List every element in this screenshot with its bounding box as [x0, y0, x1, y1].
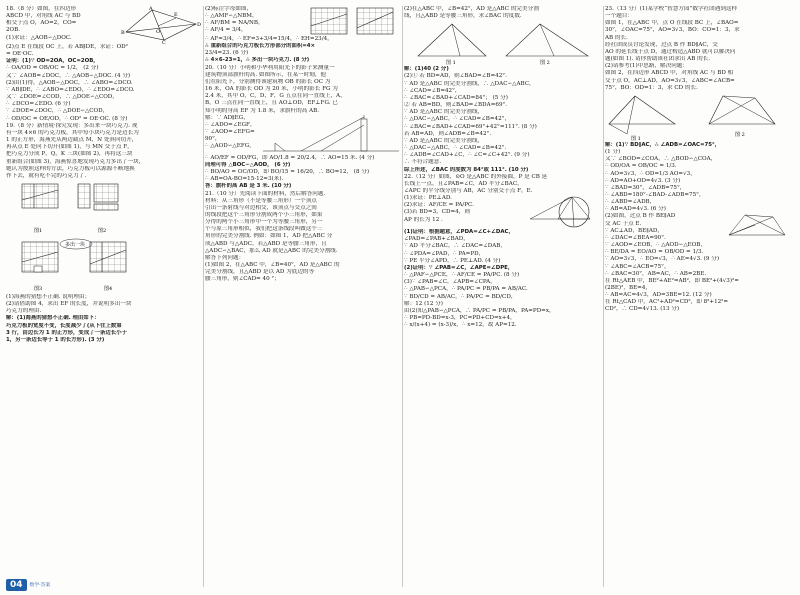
q23-line: 题(如图 1). 请你帮助该社团求出 AB 的长. — [605, 56, 711, 63]
page-brand: 数学·答案 — [29, 582, 51, 588]
q22-line: 长线上一点，且∠PAB=∠C，AD 平分∠BAC， — [404, 180, 523, 187]
q22-solution-line: ∴ PB=PD-BD=x-3，PC=PD+CD=x+4， — [404, 315, 516, 321]
q23-fig1-caption: 图 1 — [631, 135, 641, 142]
q20-line: 20.（10 分）小明和小华利用阳光下的影子来测量一 — [205, 64, 335, 71]
q20-solution-line: ∴ BO/AO = OC/OD，即 BO/15 = 16/20，∴ BO=12， (8 分) — [205, 169, 370, 176]
q23-solution-line: ∵ ∠ABC=∠ACB=75°， — [605, 263, 670, 270]
q23-line: 23.（13 分）(1)某学校“智慧方园”数学社团遇到这样 — [605, 6, 738, 12]
q19-solution-line: 1，另一条边长等于 1 的长方形). (3 分) — [6, 336, 105, 343]
q21-line: 引出一条射线与对边相交，该顶点与交点之间 — [205, 204, 317, 211]
q21-solution-line: 若 AB=AD，则∠ADB=∠B=42°. — [404, 130, 492, 137]
q20-solution-line: ∵ ∠AOD=∠EFG= — [205, 129, 255, 136]
q22-solution-line: ∵ PE 平分∠APD，∴ PE⊥AD. (4 分) — [404, 257, 501, 264]
col2-top-line: ∴ AF=3/4，∴ EF=3+3/4=15/4，∴ EH=23/4， — [205, 36, 333, 42]
q22-solution-line: (2)证明：∵ ∠PAB=∠C，∠APE=∠DPE， — [404, 264, 514, 271]
q22-solution-line: 解：12 (12 分) — [404, 300, 443, 307]
q19-line: 再从点 E 处向下切开(如图 1)，与 MN 交于点 F， — [6, 144, 133, 151]
col2-top-line: ∴ AF/4 = 3/4， — [205, 27, 247, 34]
q19-solution-line: 解：(1)海燕的猜想不正确. 理由如下： — [6, 315, 100, 322]
q22-line: ∠APC 的平分线分别与 AB，AC 分别交于点 F，E. — [404, 187, 533, 194]
q20-line: 们在阳光下，分别测得该建筑物 OB 的影长 OC 为 — [205, 78, 331, 85]
q21-solution-line: ∵ AD 是△ABC 的完美分割线， — [404, 137, 484, 144]
q23-solution-line: 在 Rt△AEB 中，BE²+AE²=AB²，即 BE²+(4√3)²= — [605, 277, 739, 284]
q20-solution-line: ∴ AO/EF = OD/FG，即 AO/1.8 = 20/2.4，∴ AO=15 米. (4 分) — [205, 154, 375, 161]
fig3-caption: 图3 — [34, 285, 43, 292]
col2-top-line: 23/4=23. (6 分) — [205, 50, 249, 57]
q23-solution-line: ∴ ∠BAC=30°，AB=AC，∴ AB=2BE. — [605, 270, 707, 277]
q20-line: 2.4 米，其中 O，C，D，F，G 五点在同一直线上，A， — [205, 93, 346, 100]
q22-line: AP 的长为 12 . — [404, 216, 443, 223]
q22-solution-line: ∴ x/(x+4) = (x-3)/x，∴ x=12，故 AP=12. — [404, 322, 517, 329]
q20-solution-line: ∴ △AOD∽△EFG， — [205, 143, 255, 150]
q21-solution-line: (2)① 若 BD=AD，则∠BAD=∠B=42°. — [404, 73, 507, 80]
q23-solution-line: ∴ AB=AC=4√3，AD=3BE=12. (12 分) — [605, 292, 712, 299]
q22-solution-line: ∴ △PAB∽△PCA，∴ PA/PC = PB/PA = AB/AC. — [404, 286, 528, 293]
q21-continued-line: (2)在△ABC 中，∠B=42°，AD 是△ABC 的完美分割 — [404, 6, 539, 12]
column-3 — [404, 6, 602, 589]
col2-top-line: (2)标注字母如图， — [205, 6, 253, 12]
q21-line: 的线段把这个三角形分割成两个小三角形，如果 — [205, 211, 323, 218]
q21-line: 完美分割线，且△ABD 是以 AD 为底边的等 — [205, 269, 315, 276]
q21-solution-line: 综上所述，∠BAC 的度数为 84°或 111°. (10 分) — [404, 166, 529, 173]
fig1-caption: 图1 — [34, 227, 43, 234]
column-4 — [605, 6, 795, 589]
q20-solution-line: 同理可得 △BOC∽△AOD， (6 分) — [205, 161, 291, 168]
column-divider — [203, 6, 204, 587]
q21-line: 个与原三角形相似，我们把这条线段叫做这个三 — [205, 226, 323, 233]
q22-line: (1)求证：PE⊥AD. — [404, 195, 452, 202]
q18-label-b: B — [121, 30, 125, 36]
q23-solution-line: (1 分) — [605, 149, 621, 156]
q19-line: 把巧克力分成 P，Q，K 三块(如图 2)，再将这三块 — [6, 151, 133, 158]
bubble-text: 多出一块 — [65, 241, 86, 248]
q23-solution-line: 又∵ ∠BOD=∠COA，∴ △BOD∽△COA， — [605, 156, 717, 163]
q23-line: AO 的延长线于点 D，通过构造△ABD 就可以解决问 — [605, 48, 736, 55]
q23-solution-line: ∴ AB=AD=4√3. (6 分) — [605, 206, 666, 213]
q22-solution-line: (1)证明：根据题意，∠PDA=∠C+∠DAC， — [404, 229, 514, 236]
q23-solution-line: ∵ AC⊥AD，BE∥AD， — [605, 227, 663, 234]
q18-label-c: C — [162, 40, 166, 44]
q21-figures — [404, 20, 600, 66]
q18-label-e: E — [174, 12, 178, 18]
q21-continued-line: 线，且△ABD 是等腰三角形，求∠BAC 的度数. — [404, 13, 522, 20]
q23-solution-line: ∴ BE/DA = EO/AO = OB/OD = 1/3. — [605, 249, 704, 256]
q19-grid-figure — [309, 6, 401, 36]
q21-line: (1)如图 2，在△ABC 中，∠B=40°，AD 是△ABC 的 — [205, 262, 340, 269]
q22-solution-line: ∵ BD/CD = AB/AC，∴ PA/PC = BD/CD， — [404, 293, 517, 300]
q21-solution-line: ∴ △DAC∽△ABC，∴ ∠CAD=∠B=42°， — [404, 116, 511, 123]
q20-line: 16 米，OA 的影长 OD 为 20 米，小明的影长 FG 为 — [205, 86, 338, 93]
col2-top-line: ∴ △AMF∽△NBM， — [205, 13, 258, 20]
q20-line: B，O 三点在同一直线上，且 AO⊥OD，EF⊥FG. 已 — [205, 100, 338, 107]
q18-solution-line: 又∵ ∠DOE=∠COD，∴ △DOE∽△COD， — [6, 94, 118, 101]
q21-solution-line: ∴ ∠CAD=∠B=42°， — [404, 87, 461, 94]
q19-ask-line: 巧克力的理由. — [6, 308, 42, 315]
q19-line: 有一块 4×6 的巧克力板，其中每小块巧克力是边长为 — [6, 129, 139, 136]
q23-solution-line: ∴ ∠ABD=∠ADB， — [605, 199, 656, 206]
q22-line: (3)若 BD=3，CD=4，则 — [404, 209, 470, 216]
q23-solution-line: (2)如图，过点 B 作 BE∥AD — [605, 213, 676, 220]
q18-solution-line: 又∵ ∠AOB=∠DOC，∴ △AOB∽△DOC. (4 分) — [6, 72, 131, 79]
column-2 — [205, 6, 401, 589]
q18-solution-line: ∴ OD/OC = OE/OD，∴ OD² = OE·OC. (8 分) — [6, 115, 128, 122]
q18-line: 相交于点 O，AO=2，CO= — [6, 20, 77, 27]
page-number: 04 — [6, 579, 27, 591]
q21-line: 角形的完美分割线. 例如：如图 1，AD 把△ABC 分 — [205, 233, 333, 240]
q22-figure — [528, 195, 602, 229]
q23-solution-line: ∴ ∠DAC=∠BEA=90°. — [605, 234, 666, 241]
page-footer — [6, 579, 50, 591]
q20-line: 知小明的身高 EF 为 1.8 米，求旗杆的高 AB. — [205, 107, 319, 114]
q18-label-o: O — [156, 29, 161, 35]
q19-line: 19.（8 分）新情境·探究发现：多出来一块巧克力. 现 — [6, 122, 138, 129]
q18-line: = OE·OC. — [6, 51, 34, 58]
q23-line: 经社团成员讨论发现，过点 B 作 BD∥AC，交 — [605, 41, 718, 48]
q21-line: 分得的两个小三角形中一个为等腰三角形，另一 — [205, 219, 323, 226]
q21-solution-line: ∵ AD 是△ABC 的完美分割线，∴ △DAC∽△ABC， — [404, 80, 535, 87]
q21-solution-line: ∴ ∠BAC=∠BAD+∠CAD=84°； (5 分) — [404, 94, 508, 101]
q23-solution-line: 在 Rt△CAD 中，AC²+AD²=CD²，即 8²+12²= — [605, 299, 729, 306]
q21-solution-line: ∴ ∠ADB=∠CAD+∠C，∴ ∠C=∠C+42°. (9 分) — [404, 152, 530, 159]
q23-solution-line: ∴ AD=AO+OD=4√3. (3 分) — [605, 177, 681, 184]
col2-top-line: ∴ AF/BM = NA/NB， — [205, 20, 264, 27]
col2-top-line: ∴ 4×6-23=1，∴ 多出一块巧克力. (8 分) — [205, 57, 310, 64]
q18-label-a: A — [149, 6, 153, 12]
q21-solution-line: ∴ △DAC∽△ABC，∴ ∠CAD=∠B=42°. — [404, 145, 507, 152]
q19-line: 重新组合(如图 3)，海燕惊喜地发现巧克力多出了一块， — [6, 158, 145, 165]
q22-solution-line: ∠PAD=∠PAB+∠BAD， — [404, 236, 469, 243]
q20-solution-line: ∴ ∠ADO=∠EGF， — [205, 121, 256, 128]
q18-block — [6, 6, 202, 44]
q19-ask-line: (1)海燕的猜想不正确. 说明理由； — [6, 293, 91, 300]
q18-line: 2OB. — [6, 27, 21, 34]
q20-solution-line: 90°， — [205, 136, 221, 143]
q18-label-d: D — [197, 22, 202, 28]
q23-line: AB 的长. — [605, 34, 628, 41]
q23-solution-line: ∴ OD/OA = OB/OC = 1/3. — [605, 163, 677, 170]
q19-figures — [6, 180, 196, 294]
q21-line: 21.（10 分）先阅读下面的材料，然后解答问题. — [205, 190, 326, 197]
col2-top-line: ∴ 重新组合的巧克力板长方形部分的面积=4× — [205, 43, 316, 50]
column-divider — [402, 6, 403, 587]
q20-figure — [261, 115, 401, 155]
q18-line: (2)点 E 在线段 OC 上，若 AB∥DE，求证：OD² — [6, 44, 128, 50]
q23-solution-line: ∴ AO=3√3，∴ OD=1/3 AO=√3， — [605, 170, 696, 177]
q23-fig2-caption: 图 2 — [735, 131, 745, 138]
q22-solution-line: 由(2)知△PAB∽△PCA，∴ PA/PC = PB/PA，PA=PD=x， — [404, 307, 555, 314]
q20-solution-block — [205, 115, 401, 155]
q23-solution-line: 交 AC 于点 E. — [605, 220, 642, 227]
q19-solution-line: 3 行，由边长为 1 的正方形，变成了一条边长小于 — [6, 329, 127, 336]
q22-solution-line: ∵ AD 平分∠BAC，∴ ∠DAC=∠DAB， — [404, 243, 507, 250]
column-divider — [603, 6, 604, 587]
q21-fig2-caption: 图 2 — [540, 60, 550, 67]
q19-line: 她认为按照这样的方法，巧克力板可以源源不断地换 — [6, 165, 135, 172]
q23-line: 30°，∠OAC=75°，AO=3√3，BO：CO=1：3，求 — [605, 27, 740, 34]
q21-line: △ADC∽△BAC，那么 AD 就是△ABC 的完美分割线. — [205, 247, 338, 254]
q20-solution-line: 解：∵ AD∥EG， — [205, 114, 249, 121]
q19-ask-line: (2)请借助图 4，求出 EF 的长度，并说明多出一块 — [6, 301, 132, 308]
q23-solution-figure — [725, 213, 795, 241]
q22-solution-line: ∴ ∠PDA=∠PAD，∴ PA=PD， — [404, 250, 485, 257]
q18-solution-line: ∵ ∠DOE=∠DOC，∴ △DOE∽△COD， — [6, 108, 109, 115]
q18-solution-line: ∴ ∠DCO=∠EDO. (6 分) — [6, 101, 71, 108]
q21-solution-line: ∵ AD 是△ABC 的完美分割线， — [404, 109, 484, 116]
q21-fig1-caption: 图 1 — [446, 60, 456, 67]
q21-line: 腰三角形，则∠CAD= 40 °； — [205, 276, 280, 283]
q19-continued — [205, 6, 401, 36]
q23-line: 交于点 O，AC⊥AD，AO=3√3，∠ABC=∠ACB= — [605, 77, 735, 84]
column-1 — [6, 6, 202, 578]
q18-solution-line: (2)由(1)得，△AOB∽△DOC，∴ ∠ABO=∠DCO. — [6, 79, 133, 86]
fig2-caption: 图2 — [98, 227, 107, 234]
q23-line: 一个题目： — [605, 13, 633, 20]
q23-solution-line: (2BE)²，BE=4， — [605, 285, 651, 291]
q23-solution-line: ∵ AO=3√3，∴ EO=√3，∴ AE=4√3. (9 分) — [605, 256, 720, 263]
q18-line: (1)求证：△AOB∽△DOC. — [6, 34, 72, 41]
q21-solution-line: 解：(1)40 (2 分) — [404, 66, 449, 73]
q18-line: 18.（8 分）如图，在四边形 — [6, 6, 77, 12]
q23-line: 如图 2，在四边形 ABCD 中，对角线 AC 与 BD 相 — [605, 70, 734, 77]
q18-solution-line: ∴ OA/OD = OB/OC = 1/2， (2 分) — [6, 65, 99, 72]
q19-line: 作下去，就有吃不完的巧克力了. — [6, 172, 87, 179]
q23-solution-line: ∵ ∠BAD=30°，∠ADB=75°， — [605, 184, 686, 191]
q23-part2-block — [605, 213, 795, 242]
q23-solution-line: CD²，∴ CD=4√13. (13 分) — [605, 306, 680, 313]
q20-solution-line: ∴ AB=OA-BO=15-12=3(米). — [205, 176, 284, 183]
q18-line: ABCD 中，对角线 AC 与 BD — [6, 13, 81, 20]
q21-solution-line: ∴ 不符合题意. — [404, 159, 442, 166]
q20-line: 建筑物顶部旗杆的高. 如图所示，在某一时刻，他 — [205, 71, 327, 78]
q19-solution-line: 巧克力板的宽度不变，长度减少了(从下往上数第 — [6, 322, 122, 329]
q22-solution-line: ∴ △PAF∽△PCE，∴ AF/CE = PA/PC. (8 分) — [404, 272, 520, 279]
fig4-caption: 图4 — [104, 285, 113, 292]
q21-solution-line: ∴ ∠BAC=∠BAD+∠CAD=69°+42°=111°. (8 分) — [404, 123, 537, 130]
q23-line: 75°，BO：OD=1：3，求 CD 的长. — [605, 84, 698, 91]
q23-solution-line: ∵ ∠AOD=∠EOB，∴ △AOD∽△EOB， — [605, 242, 706, 249]
q23-solution-line: 解：(1)∵ BD∥AC，∴ ∠ADB=∠OAC=75°， — [605, 141, 721, 148]
q23-figures — [605, 92, 793, 142]
q21-solution-line: ② 若 AB=BD，则∠BAD=∠BDA=69°. — [404, 102, 508, 109]
q22-block — [404, 195, 602, 229]
q21-line: 材料：从三角形（不是等腰三角形）一个顶点 — [205, 197, 317, 204]
q23-line: (2)请参考(1)中思路，解决问题： — [605, 63, 688, 70]
q21-line: 解答下列问题： — [205, 254, 245, 261]
q18-figure — [118, 6, 202, 44]
q21-line: 成△ABD 与△ADC，若△ABD 是等腰三角形，且 — [205, 240, 327, 247]
q18-solution-line: ∵ AB∥DE，∴ ∠ABO=∠EDO，∴ ∠EDO=∠DCO. — [6, 86, 135, 93]
q23-solution-line: ∴ ∠ABD=180°-∠BAD-∠ADB=75°， — [605, 191, 705, 198]
q19-line: 1 的正方形，海燕先从两边截点 M，N 处斜向切开， — [6, 137, 138, 144]
q20-solution-line: 答：旗杆的高 AB 是 3 米. (10 分) — [205, 183, 292, 190]
q23-line: 如图 1，在△ABC 中，点 O 在线段 BC 上，∠BAO= — [605, 20, 739, 27]
q22-solution-line: (3)∵ ∠PAB=∠C，∠APB=∠CPA， — [404, 279, 496, 286]
q18-solution-line: 证明：(1)∵ OD=2OA，OC=2OB， — [6, 58, 99, 65]
q22-line: 22.（12 分）如图，⊙O 是△ABC 的外接圆，P 是 CB 延 — [404, 173, 548, 180]
q22-line: (2)求证：AF/CE = PA/PC. — [404, 202, 474, 209]
